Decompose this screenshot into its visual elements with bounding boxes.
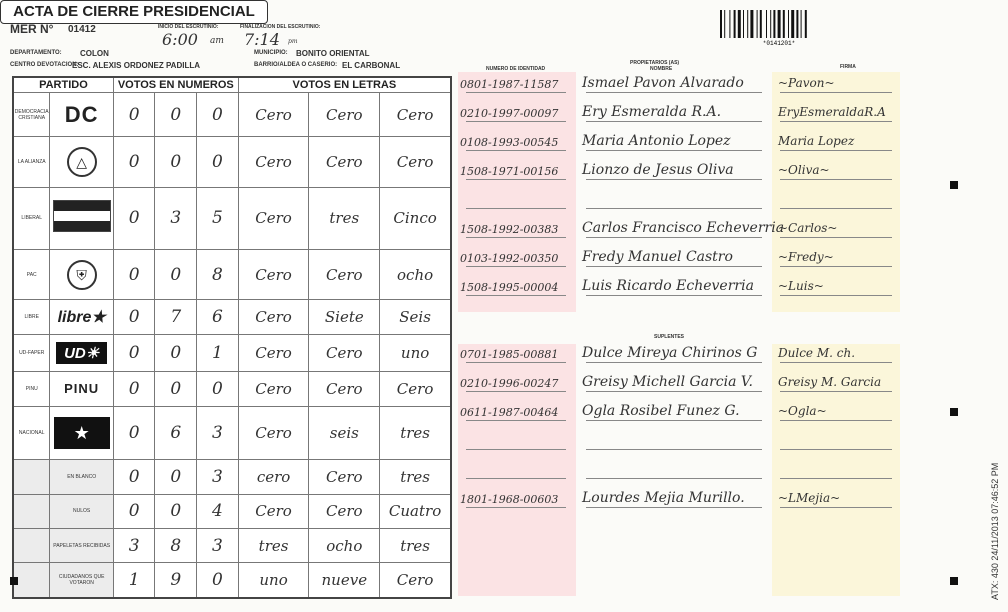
total-word: nueve — [309, 563, 380, 598]
total-word: Cero — [380, 563, 451, 598]
vote-digit: 0 — [155, 137, 197, 188]
form-title: ACTA DE CIERRE PRESIDENCIAL — [0, 0, 268, 24]
vote-digit: 0 — [155, 249, 197, 300]
signature: Dulce M. ch. — [778, 346, 856, 360]
total-digit: 3 — [113, 529, 155, 563]
vote-digit: 0 — [113, 249, 155, 300]
vote-word: Seis — [380, 300, 451, 334]
signer-name: Luis Ricardo Echeverria — [582, 278, 754, 294]
vote-table — [12, 76, 452, 599]
blank-line — [466, 121, 566, 122]
total-digit: 4 — [197, 494, 239, 528]
signer-name: Ismael Pavon Alvarado — [582, 75, 744, 91]
col-header-partido: PARTIDO — [13, 77, 113, 93]
vote-word: Cero — [238, 300, 309, 334]
col-header-letras: VOTOS EN LETRAS — [238, 77, 451, 93]
vote-digit: 6 — [197, 300, 239, 334]
final-label: FINALIZACION DEL ESCRUTINIO: — [240, 24, 321, 30]
blank-line — [466, 449, 566, 450]
barcode-bar — [766, 10, 767, 38]
barcode-bar — [720, 10, 722, 38]
party-logo — [50, 406, 113, 460]
vote-word: seis — [309, 406, 380, 460]
total-word: cero — [238, 460, 309, 494]
barcode-bar — [750, 10, 753, 38]
identity-number: 0210-1997-00097 — [460, 107, 559, 120]
total-digit: 0 — [113, 460, 155, 494]
party-row — [13, 372, 451, 406]
party-name: PAC — [13, 249, 50, 300]
identity-number: 0611-1987-00464 — [460, 406, 559, 419]
vote-digit: 0 — [113, 137, 155, 188]
blank-line — [780, 391, 892, 392]
vote-word: uno — [380, 334, 451, 372]
party-row — [13, 249, 451, 300]
total-digit: 0 — [155, 494, 197, 528]
inicio-suffix: am — [210, 36, 224, 46]
signature: ~LMejia~ — [778, 491, 841, 505]
blank-line — [586, 362, 762, 363]
vote-digit: 3 — [197, 406, 239, 460]
vote-digit: 0 — [113, 334, 155, 372]
totals-name: EN BLANCO — [50, 460, 113, 494]
total-digit: 9 — [155, 563, 197, 598]
vote-word: Cero — [309, 249, 380, 300]
dc-logo-icon: DC — [64, 101, 99, 127]
barcode-bar — [783, 10, 785, 38]
blank-line — [466, 507, 566, 508]
blank-line — [466, 208, 566, 209]
departamento-value: COLON — [80, 49, 109, 58]
blank-line — [466, 150, 566, 151]
blank-line — [586, 295, 762, 296]
blank-line — [466, 266, 566, 267]
totals-row — [13, 494, 451, 528]
blank-line — [466, 295, 566, 296]
inicio-label: INICIO DEL ESCRUTINIO: — [158, 24, 219, 30]
blank-line — [466, 391, 566, 392]
party-row — [13, 300, 451, 334]
vote-word: Cinco — [380, 187, 451, 249]
ud-logo-icon: UD☀ — [56, 342, 107, 364]
vote-word: tres — [380, 406, 451, 460]
blank-line — [466, 92, 566, 93]
id-column-label: NUMERO DE IDENTIDAD — [486, 66, 546, 72]
vote-word: Cero — [309, 93, 380, 137]
party-logo — [50, 334, 113, 372]
total-word: tres — [380, 460, 451, 494]
party-name: UD-FAPER — [13, 334, 50, 372]
blank-line — [780, 179, 892, 180]
identity-number: 1801-1968-00603 — [460, 493, 559, 506]
party-logo — [50, 300, 113, 334]
vote-word: tres — [309, 187, 380, 249]
blank-line — [466, 237, 566, 238]
total-word: uno — [238, 563, 309, 598]
blank-line — [586, 237, 762, 238]
signature: ~Oliva~ — [778, 163, 830, 177]
barcode-bar — [770, 10, 771, 38]
barcode-bar — [729, 10, 730, 38]
signature: ~Pavon~ — [778, 76, 835, 90]
total-word: Cuatro — [380, 494, 451, 528]
blank-line — [586, 420, 762, 421]
vote-word: Cero — [238, 137, 309, 188]
vote-digit: 3 — [155, 187, 197, 249]
signer-name: Ogla Rosibel Funez G. — [582, 403, 740, 419]
barcode-bar — [757, 10, 758, 38]
mer-number: 01412 — [68, 24, 96, 35]
totals-spacer — [13, 460, 50, 494]
blank-line — [466, 478, 566, 479]
blank-line — [586, 208, 762, 209]
vote-digit: 8 — [197, 249, 239, 300]
total-word: Cero — [238, 494, 309, 528]
party-name: LIBRE — [13, 300, 50, 334]
party-name: DEMOCRACIA CRISTIANA — [13, 93, 50, 137]
party-logo — [50, 372, 113, 406]
total-digit: 0 — [197, 563, 239, 598]
vote-digit: 0 — [197, 137, 239, 188]
total-digit: 0 — [113, 494, 155, 528]
signature: Maria Lopez — [778, 134, 855, 148]
totals-row — [13, 460, 451, 494]
vote-digit: 0 — [113, 372, 155, 406]
party-row — [13, 93, 451, 137]
blank-line — [780, 121, 892, 122]
vote-digit: 0 — [197, 372, 239, 406]
barcode-text: *0141201* — [762, 40, 796, 46]
blank-line — [466, 362, 566, 363]
barcode-bar — [778, 10, 781, 38]
totals-spacer — [13, 563, 50, 598]
blank-line — [780, 420, 892, 421]
barcode-bar — [791, 10, 794, 38]
blank-line — [780, 150, 892, 151]
signer-name: Maria Antonio Lopez — [582, 133, 731, 149]
blank-line — [586, 92, 762, 93]
libre-logo-icon: libre★ — [57, 309, 106, 327]
identity-number: 1508-1971-00156 — [460, 165, 559, 178]
signature: EryEsmeraldaR.A — [778, 105, 886, 119]
vote-word: Cero — [309, 137, 380, 188]
alianza-logo-icon: △ — [67, 147, 97, 177]
identity-number: 0701-1985-00881 — [460, 348, 559, 361]
identity-number: 0108-1993-00545 — [460, 136, 559, 149]
vote-digit: 0 — [155, 372, 197, 406]
final-value: 7:14 — [244, 30, 280, 49]
blank-line — [586, 478, 762, 479]
propietarios-heading: PROPIETARIOS (AS) — [630, 60, 680, 66]
party-name: NACIONAL — [13, 406, 50, 460]
vote-word: ocho — [380, 249, 451, 300]
departamento-label: DEPARTAMENTO: — [10, 50, 62, 56]
total-digit: 8 — [155, 529, 197, 563]
vote-digit: 0 — [113, 187, 155, 249]
blank-line — [780, 362, 892, 363]
party-logo — [50, 137, 113, 188]
vote-word: Cero — [238, 334, 309, 372]
identity-number: 1508-1995-00004 — [460, 281, 559, 294]
vote-digit: 6 — [155, 406, 197, 460]
blank-line — [780, 208, 892, 209]
signer-name: Lionzo de Jesus Oliva — [582, 162, 734, 178]
barcode-bar — [747, 10, 748, 38]
vote-digit: 7 — [155, 300, 197, 334]
blank-line — [586, 121, 762, 122]
pac-logo-icon: ⛨ — [67, 260, 97, 290]
vote-word: Cero — [238, 372, 309, 406]
blank-line — [780, 295, 892, 296]
totals-name: CIUDADANOS QUE VOTARON — [50, 563, 113, 598]
barcode-bar — [788, 10, 789, 38]
party-row — [13, 334, 451, 372]
registration-marker — [950, 577, 958, 585]
blank-line — [780, 449, 892, 450]
total-digit: 1 — [113, 563, 155, 598]
total-digit: 3 — [197, 460, 239, 494]
registration-marker — [10, 577, 18, 585]
registration-marker — [950, 408, 958, 416]
barcode-bar — [801, 10, 802, 38]
barcode-bar — [796, 10, 798, 38]
centro-label: CENTRO DEVOTACION: — [10, 62, 79, 68]
barcode-bar — [773, 10, 775, 38]
barrio-label: BARRIO/ALDEA O CASERIO: — [254, 62, 338, 68]
signature: ~Ogla~ — [778, 404, 827, 418]
party-logo — [50, 93, 113, 137]
identity-number: 0210-1996-00247 — [460, 377, 559, 390]
blank-line — [780, 266, 892, 267]
vote-word: Cero — [238, 93, 309, 137]
total-word: ocho — [309, 529, 380, 563]
municipio-value: BONITO ORIENTAL — [296, 49, 370, 58]
signer-name: Fredy Manuel Castro — [582, 249, 733, 265]
party-name: PINU — [13, 372, 50, 406]
liberal-flag-icon — [53, 200, 111, 232]
blank-line — [586, 507, 762, 508]
inicio-value: 6:00 — [162, 30, 198, 49]
municipio-label: MUNICIPIO: — [254, 50, 288, 56]
total-word: Cero — [309, 460, 380, 494]
party-row — [13, 137, 451, 188]
vote-digit: 1 — [197, 334, 239, 372]
blank-line — [586, 449, 762, 450]
signer-name: Ery Esmeralda R.A. — [582, 104, 722, 120]
totals-spacer — [13, 494, 50, 528]
signer-name: Lourdes Mejia Murillo. — [582, 490, 745, 506]
vote-digit: 0 — [197, 93, 239, 137]
party-logo — [50, 187, 113, 249]
vote-digit: 0 — [155, 93, 197, 137]
final-suffix: pm — [288, 38, 298, 45]
vote-word: Siete — [309, 300, 380, 334]
vote-word: Cero — [238, 187, 309, 249]
registration-marker — [950, 181, 958, 189]
centro-value: ESC. ALEXIS ORDONEZ PADILLA — [72, 61, 201, 70]
total-digit: 0 — [155, 460, 197, 494]
barrio-value: EL CARBONAL — [342, 61, 401, 70]
nacional-logo-icon: ★ — [54, 417, 110, 449]
blank-line — [466, 179, 566, 180]
blank-line — [466, 420, 566, 421]
total-word: tres — [380, 529, 451, 563]
blank-line — [780, 92, 892, 93]
blank-line — [780, 507, 892, 508]
identity-number: 0801-1987-11587 — [460, 78, 559, 91]
barcode-bar — [734, 10, 736, 38]
side-timestamp: ATX: 430 24/11/2013 07:46:52 PM — [990, 462, 1000, 600]
blank-line — [586, 391, 762, 392]
sig-column-label: FIRMA — [840, 64, 856, 70]
blank-line — [780, 478, 892, 479]
total-digit: 3 — [197, 529, 239, 563]
signer-name: Greisy Michell Garcia V. — [582, 374, 753, 390]
vote-digit: 0 — [113, 93, 155, 137]
vote-digit: 0 — [113, 406, 155, 460]
total-word: Cero — [309, 494, 380, 528]
signature: Greisy M. Garcia — [778, 375, 882, 389]
party-name: LA ALIANZA — [13, 137, 50, 188]
signer-name: Carlos Francisco Echeverria — [582, 220, 785, 236]
vote-digit: 0 — [113, 300, 155, 334]
barcode-bar — [724, 10, 725, 38]
barcode — [718, 10, 840, 46]
pinu-logo-icon: PINU — [64, 380, 100, 396]
vote-word: Cero — [309, 334, 380, 372]
totals-row — [13, 563, 451, 598]
vote-word: Cero — [238, 406, 309, 460]
totals-name: PAPELETAS RECIBIDAS — [50, 529, 113, 563]
name-column-label: NOMBRE — [650, 66, 673, 72]
signature: ~Luis~ — [778, 279, 824, 293]
identity-number: 1508-1992-00383 — [460, 223, 559, 236]
blank-line — [586, 150, 762, 151]
barcode-bar — [743, 10, 744, 38]
identity-number: 0103-1992-00350 — [460, 252, 559, 265]
barcode-bar — [760, 10, 762, 38]
party-row — [13, 406, 451, 460]
signature: ~Fredy~ — [778, 250, 834, 264]
barcode-bar — [805, 10, 807, 38]
vote-word: Cero — [238, 249, 309, 300]
blank-line — [586, 179, 762, 180]
vote-digit: 5 — [197, 187, 239, 249]
blank-line — [586, 266, 762, 267]
blank-line — [780, 237, 892, 238]
suplentes-heading: SUPLENTES — [654, 334, 685, 340]
mer-label: MER N° — [10, 22, 54, 36]
party-logo — [50, 249, 113, 300]
barcode-bar — [738, 10, 741, 38]
signer-name: Dulce Mireya Chirinos G — [582, 345, 758, 361]
vote-digit: 0 — [155, 334, 197, 372]
totals-spacer — [13, 529, 50, 563]
totals-row — [13, 529, 451, 563]
party-row — [13, 187, 451, 249]
totals-name: NULOS — [50, 494, 113, 528]
vote-word: Cero — [309, 372, 380, 406]
vote-word: Cero — [380, 372, 451, 406]
vote-word: Cero — [380, 93, 451, 137]
vote-word: Cero — [380, 137, 451, 188]
party-name: LIBERAL — [13, 187, 50, 249]
total-word: tres — [238, 529, 309, 563]
col-header-numeros: VOTOS EN NUMEROS — [113, 77, 238, 93]
signature: ~Carlos~ — [778, 221, 838, 235]
